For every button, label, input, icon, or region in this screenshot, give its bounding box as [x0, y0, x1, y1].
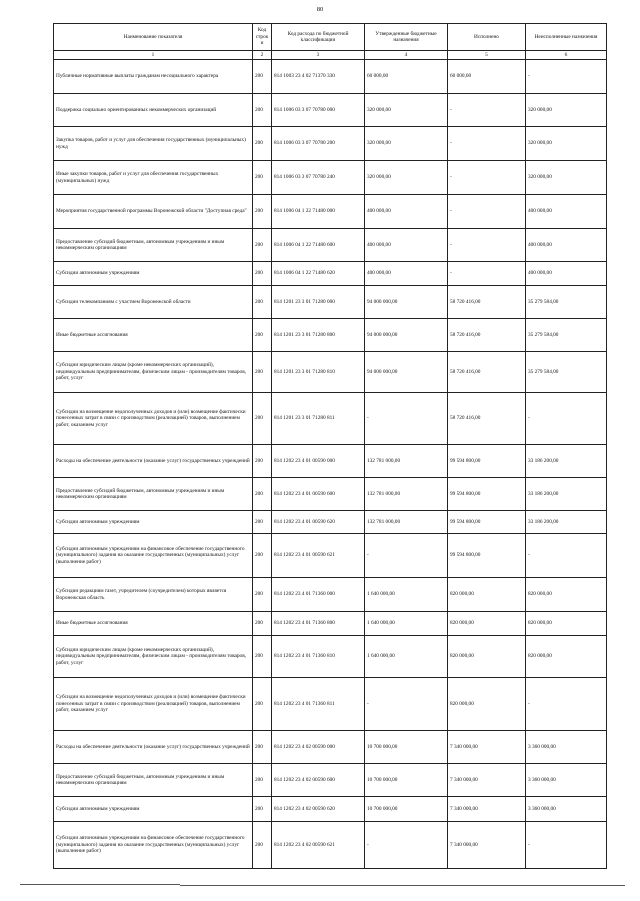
cell-approved: 1 640 000,00	[365, 578, 448, 612]
cell-approved: 94 000 000,00	[365, 352, 448, 393]
cell-expense-code: 814 1006 03 3 07 70780 240	[272, 161, 365, 195]
cell-executed: 99 594 800,00	[448, 534, 526, 578]
cell-expense-code: 814 1006 04 1 22 71480 000	[272, 195, 365, 229]
cell-expense-code: 814 1006 03 3 07 70780 000	[272, 94, 365, 127]
cell-executed: -	[448, 161, 526, 195]
cell-indicator-name: Субсидии телекомпаниям с участием Воронежской области	[54, 286, 253, 319]
column-number: 2	[253, 51, 272, 60]
budget-report-table	[53, 23, 607, 869]
cell-unexecuted: 35 279 584,00	[526, 319, 607, 352]
header-indicator-name: Наименование показателя	[54, 24, 253, 51]
cell-executed: -	[448, 229, 526, 262]
cell-executed: 7 340 000,00	[448, 764, 526, 797]
cell-unexecuted: -	[526, 822, 607, 869]
cell-line-code: 200	[253, 195, 272, 229]
cell-executed: 58 720 416,00	[448, 319, 526, 352]
cell-line-code: 200	[253, 286, 272, 319]
table-row	[54, 195, 607, 229]
cell-line-code: 200	[253, 731, 272, 764]
cell-expense-code: 814 1201 23 3 01 71280 810	[272, 352, 365, 393]
table-row	[54, 127, 607, 161]
cell-approved: -	[365, 534, 448, 578]
column-number: 3	[272, 51, 365, 60]
cell-expense-code: 814 1006 04 1 22 71480 600	[272, 229, 365, 262]
cell-approved: -	[365, 393, 448, 445]
cell-line-code: 200	[253, 797, 272, 822]
cell-approved: 60 000,00	[365, 60, 448, 94]
cell-executed: -	[448, 94, 526, 127]
cell-indicator-name: Иные бюджетные ассигнования	[54, 612, 253, 636]
table-row	[54, 678, 607, 731]
cell-unexecuted: -	[526, 534, 607, 578]
cell-expense-code: 814 1202 23 4 01 71360 811	[272, 678, 365, 731]
cell-executed: -	[448, 127, 526, 161]
cell-unexecuted: 400 000,00	[526, 195, 607, 229]
cell-line-code: 200	[253, 319, 272, 352]
cell-line-code: 200	[253, 262, 272, 286]
table-row	[54, 229, 607, 262]
cell-expense-code: 814 1201 23 3 01 71280 800	[272, 319, 365, 352]
column-number: 1	[54, 51, 253, 60]
cell-approved: 10 700 000,00	[365, 731, 448, 764]
cell-indicator-name: Субсидии юридическим лицам (кроме некоммерческих организаций), индивидуальным предпринимателям, физическим лицам - производителям товаров, работ, услуг	[54, 636, 253, 678]
table-row	[54, 797, 607, 822]
cell-line-code: 200	[253, 393, 272, 445]
cell-line-code: 200	[253, 636, 272, 678]
cell-approved: 10 700 000,00	[365, 764, 448, 797]
cell-indicator-name: Субсидии автономным учреждениям	[54, 511, 253, 534]
cell-indicator-name: Субсидии на возмещение недополученных доходов и (или) возмещение фактически понесенных затрат в связи с производством (реализацией) товаров, выполнением работ, оказанием услуг	[54, 678, 253, 731]
cell-executed: 820 000,00	[448, 678, 526, 731]
cell-indicator-name: Субсидии автономным учреждениям	[54, 262, 253, 286]
cell-unexecuted: 820 000,00	[526, 578, 607, 612]
cell-executed: 99 594 800,00	[448, 478, 526, 511]
cell-line-code: 200	[253, 127, 272, 161]
header-executed: Исполнено	[448, 24, 526, 51]
cell-line-code: 200	[253, 352, 272, 393]
table-row	[54, 478, 607, 511]
cell-unexecuted: 320 000,00	[526, 94, 607, 127]
cell-expense-code: 814 1202 23 4 01 71360 800	[272, 612, 365, 636]
cell-indicator-name: Иные бюджетные ассигнования	[54, 319, 253, 352]
cell-executed: 99 594 800,00	[448, 445, 526, 478]
cell-executed: 7 340 000,00	[448, 731, 526, 764]
cell-executed: 820 000,00	[448, 612, 526, 636]
cell-unexecuted: 3 360 000,00	[526, 797, 607, 822]
cell-expense-code: 814 1202 23 4 02 00590 000	[272, 731, 365, 764]
cell-unexecuted: 35 279 584,00	[526, 352, 607, 393]
cell-expense-code: 814 1003 23 4 02 71370 330	[272, 60, 365, 94]
cell-line-code: 200	[253, 60, 272, 94]
cell-indicator-name: Субсидии на возмещение недополученных доходов и (или) возмещение фактически понесенных затрат в связи с производством (реализацией) товаров, выполнением работ, оказанием услуг	[54, 393, 253, 445]
cell-unexecuted: -	[526, 678, 607, 731]
cell-unexecuted: 33 186 200,00	[526, 445, 607, 478]
cell-executed: -	[448, 262, 526, 286]
cell-unexecuted: -	[526, 393, 607, 445]
cell-expense-code: 814 1202 23 4 01 00590 621	[272, 534, 365, 578]
cell-indicator-name: Предоставление субсидий бюджетным, автономным учреждениям и иным некоммерческим организациям	[54, 764, 253, 797]
cell-unexecuted: -	[526, 60, 607, 94]
cell-expense-code: 814 1202 23 4 01 00590 000	[272, 445, 365, 478]
cell-expense-code: 814 1202 23 4 02 00590 621	[272, 822, 365, 869]
table-row	[54, 511, 607, 534]
column-number: 6	[526, 51, 607, 60]
cell-indicator-name: Субсидии автономным учреждениям на финансовое обеспечение государственного (муниципального) задания на оказание государственных (муниципальных) услуг (выполнение работ)	[54, 534, 253, 578]
cell-unexecuted: 400 000,00	[526, 262, 607, 286]
cell-line-code: 200	[253, 764, 272, 797]
cell-approved: 132 781 000,00	[365, 511, 448, 534]
cell-executed: 7 340 000,00	[448, 822, 526, 869]
cell-executed: 7 340 000,00	[448, 797, 526, 822]
cell-approved: 320 000,00	[365, 161, 448, 195]
table-row	[54, 161, 607, 195]
footer-rule	[180, 885, 625, 886]
table-header-row	[54, 24, 607, 51]
cell-unexecuted: 3 360 000,00	[526, 731, 607, 764]
column-number: 5	[448, 51, 526, 60]
cell-approved: 132 781 000,00	[365, 445, 448, 478]
table-row	[54, 636, 607, 678]
cell-expense-code: 814 1006 03 3 07 70780 200	[272, 127, 365, 161]
cell-executed: 58 720 416,00	[448, 393, 526, 445]
cell-indicator-name: Расходы на обеспечение деятельности (оказание услуг) государственных учреждений	[54, 445, 253, 478]
cell-indicator-name: Расходы на обеспечение деятельности (оказание услуг) государственных учреждений	[54, 731, 253, 764]
cell-approved: 400 000,00	[365, 195, 448, 229]
table-row	[54, 822, 607, 869]
cell-line-code: 200	[253, 229, 272, 262]
cell-expense-code: 814 1202 23 4 01 71360 000	[272, 578, 365, 612]
table-row	[54, 60, 607, 94]
cell-expense-code: 814 1202 23 4 01 71360 810	[272, 636, 365, 678]
cell-approved: 94 000 000,00	[365, 286, 448, 319]
cell-line-code: 200	[253, 612, 272, 636]
cell-line-code: 200	[253, 94, 272, 127]
cell-indicator-name: Публичные нормативные выплаты гражданам несоциального характера	[54, 60, 253, 94]
table-row	[54, 286, 607, 319]
cell-expense-code: 814 1201 23 3 01 71280 811	[272, 393, 365, 445]
table-row	[54, 393, 607, 445]
table-row	[54, 764, 607, 797]
table-row	[54, 612, 607, 636]
table-row	[54, 445, 607, 478]
cell-executed: 99 594 800,00	[448, 511, 526, 534]
table-row	[54, 262, 607, 286]
cell-indicator-name: Поддержка социально ориентированных некоммерческих организаций	[54, 94, 253, 127]
table-row	[54, 352, 607, 393]
cell-approved: 320 000,00	[365, 94, 448, 127]
cell-indicator-name: Субсидии редакциям газет, учредителем (соучредителем) которых является Воронежская область	[54, 578, 253, 612]
table-row	[54, 731, 607, 764]
cell-executed: 820 000,00	[448, 578, 526, 612]
cell-executed: 820 000,00	[448, 636, 526, 678]
cell-approved: 320 000,00	[365, 127, 448, 161]
footer-rule	[20, 884, 180, 885]
cell-line-code: 200	[253, 678, 272, 731]
cell-indicator-name: Иные закупки товаров, работ и услуг для обеспечения государственных (муниципальных) нужд	[54, 161, 253, 195]
cell-indicator-name: Субсидии юридическим лицам (кроме некоммерческих организаций), индивидуальным предпринимателям, физическим лицам - производителям товаров, работ, услуг	[54, 352, 253, 393]
cell-indicator-name: Субсидии автономным учреждениям	[54, 797, 253, 822]
cell-approved: 1 640 000,00	[365, 636, 448, 678]
table-row	[54, 94, 607, 127]
column-number-row	[54, 51, 607, 60]
cell-unexecuted: 320 000,00	[526, 161, 607, 195]
cell-indicator-name: Закупка товаров, работ и услуг для обеспечения государственных (муниципальных) нужд	[54, 127, 253, 161]
cell-unexecuted: 820 000,00	[526, 612, 607, 636]
cell-approved: 94 000 000,00	[365, 319, 448, 352]
cell-unexecuted: 35 279 584,00	[526, 286, 607, 319]
cell-line-code: 200	[253, 478, 272, 511]
cell-expense-code: 814 1202 23 4 02 00590 600	[272, 764, 365, 797]
header-line-code: Код строки	[253, 24, 272, 51]
cell-indicator-name: Предоставление субсидий бюджетным, автономным учреждениям и иным некоммерческим организациям	[54, 478, 253, 511]
column-number: 4	[365, 51, 448, 60]
cell-executed: -	[448, 195, 526, 229]
cell-approved: 400 000,00	[365, 229, 448, 262]
cell-approved: 1 640 000,00	[365, 612, 448, 636]
table-row	[54, 578, 607, 612]
cell-indicator-name: Субсидии автономным учреждениям на финансовое обеспечение государственного (муниципального) задания на оказание государственных (муниципальных) услуг (выполнение работ)	[54, 822, 253, 869]
cell-approved: 132 781 000,00	[365, 478, 448, 511]
cell-executed: 58 720 416,00	[448, 286, 526, 319]
cell-line-code: 200	[253, 534, 272, 578]
header-unexecuted: Неисполненные назначения	[526, 24, 607, 51]
table-body	[54, 60, 607, 869]
cell-unexecuted: 820 000,00	[526, 636, 607, 678]
cell-approved: 10 700 000,00	[365, 797, 448, 822]
table-row	[54, 534, 607, 578]
cell-unexecuted: 33 186 200,00	[526, 478, 607, 511]
cell-expense-code: 814 1201 23 3 01 71280 000	[272, 286, 365, 319]
cell-unexecuted: 3 360 000,00	[526, 764, 607, 797]
header-expense-code: Код расхода по бюджетной классификации	[272, 24, 365, 51]
cell-line-code: 200	[253, 445, 272, 478]
cell-indicator-name: Предоставление субсидий бюджетным, автономным учреждениям и иным некоммерческим организациям	[54, 229, 253, 262]
cell-unexecuted: 400 000,00	[526, 229, 607, 262]
cell-line-code: 200	[253, 511, 272, 534]
page-number: 80	[316, 6, 324, 13]
cell-expense-code: 814 1202 23 4 01 00590 620	[272, 511, 365, 534]
cell-line-code: 200	[253, 578, 272, 612]
cell-executed: 60 000,00	[448, 60, 526, 94]
cell-executed: 58 720 416,00	[448, 352, 526, 393]
cell-expense-code: 814 1006 04 1 22 71480 620	[272, 262, 365, 286]
cell-approved: -	[365, 678, 448, 731]
table-row	[54, 319, 607, 352]
cell-approved: -	[365, 822, 448, 869]
header-approved: Утвержденные бюджетные назначения	[365, 24, 448, 51]
cell-approved: 400 000,00	[365, 262, 448, 286]
cell-indicator-name: Мероприятия государственной программы Воронежской области "Доступная среда"	[54, 195, 253, 229]
cell-line-code: 200	[253, 161, 272, 195]
cell-expense-code: 814 1202 23 4 02 00590 620	[272, 797, 365, 822]
cell-unexecuted: 320 000,00	[526, 127, 607, 161]
cell-expense-code: 814 1202 23 4 01 00590 600	[272, 478, 365, 511]
cell-unexecuted: 33 186 200,00	[526, 511, 607, 534]
cell-line-code: 200	[253, 822, 272, 869]
